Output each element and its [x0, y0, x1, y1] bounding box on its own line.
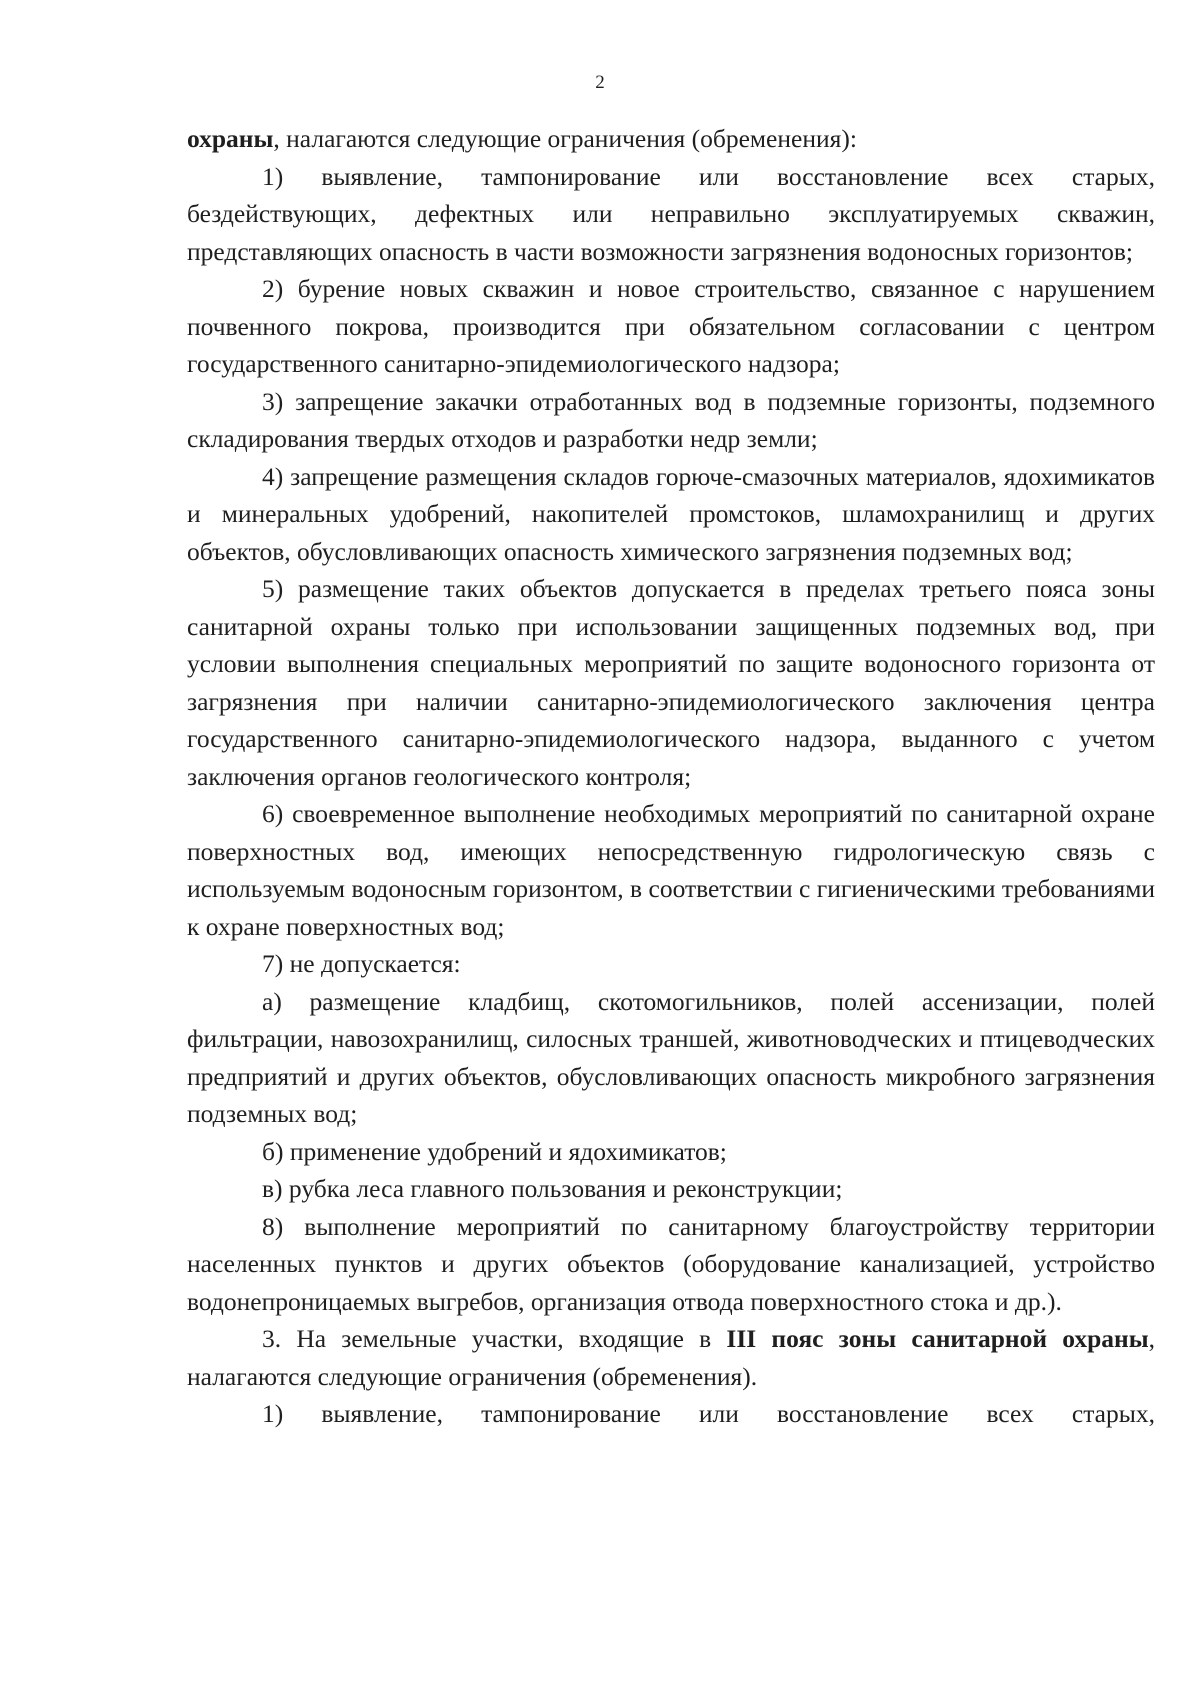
- item-7b: б) применение удобрений и ядохимикатов;: [262, 1136, 727, 1166]
- item-4: 4) запрещение размещения складов горюче-смазочных материалов, ядохимикатов и минеральных удобрений, накопителей промстоков, шламохранилищ и других объектов, обусловливающих опасность химического загрязнения подземных вод;: [187, 461, 1155, 566]
- item-7c: в) рубка леса главного пользования и реконструкции;: [262, 1174, 843, 1203]
- intro-text: , налагаются следующие ограничения (обременения):: [273, 124, 857, 153]
- section-3-text: , налагаются следующие ограничения (обременения).: [187, 1324, 1156, 1391]
- item-3: 3) запрещение закачки отработанных вод в подземные горизонты, подземного складирования твердых отходов и разработки недр земли;: [187, 386, 1155, 453]
- intro-paragraph: [187, 120, 1155, 158]
- section-3-paragraph: [187, 1320, 1155, 1395]
- section-3-lead: 3. На земельные участки, входящие в: [262, 1324, 727, 1353]
- section-3-item-1: 1) выявление, тампонирование или восстановление всех старых,: [262, 1399, 1155, 1428]
- item-7a: а) размещение кладбищ, скотомогильников, полей ассенизации, полей фильтрации, навозохранилищ, силосных траншей, животноводческих и птицеводческих предприятий и других объектов, обусловливающих опасность микробного загрязнения подземных вод;: [187, 986, 1155, 1128]
- item-2: 2) бурение новых скважин и новое строительство, связанное с нарушением почвенного покрова, производится при обязательном согласовании с центром государственного санитарно-эпидемиологического надзора;: [187, 274, 1155, 378]
- intro-bold-text: охраны: [187, 124, 274, 153]
- document-body: [187, 120, 1155, 1433]
- item-5: 5) размещение таких объектов допускается в пределах третьего пояса зоны санитарной охраны только при использовании защищенных подземных вод, при условии выполнения специальных мероприятий по защите водоносного горизонта от загрязнения при наличии санитарно-эпидемиологического заключения центра государственного санитарно-эпидемиологического надзора, выданного с учетом заключения органов геологического контроля;: [187, 574, 1155, 791]
- item-1: 1) выявление, тампонирование или восстановление всех старых, бездействующих, дефектных или неправильно эксплуатируемых скважин, представляющих опасность в части возможности загрязнения водоносных горизонтов;: [187, 161, 1155, 266]
- page-number: 2: [595, 72, 605, 93]
- item-6: 6) своевременное выполнение необходимых мероприятий по санитарной охране поверхностных вод, имеющих непосредственную гидрологическую связь с используемым водоносным горизонтом, в соответствии с гигиеническими требованиями к охране поверхностных вод;: [187, 799, 1155, 941]
- item-8: 8) выполнение мероприятий по санитарному благоустройству территории населенных пунктов и других объектов (оборудование канализацией, устройство водонепроницаемых выгребов, организация отвода поверхностного стока и др.).: [187, 1211, 1155, 1316]
- item-7: 7) не допускается:: [262, 949, 461, 978]
- section-3-bold-text: III пояс зоны санитарной охраны: [726, 1324, 1149, 1353]
